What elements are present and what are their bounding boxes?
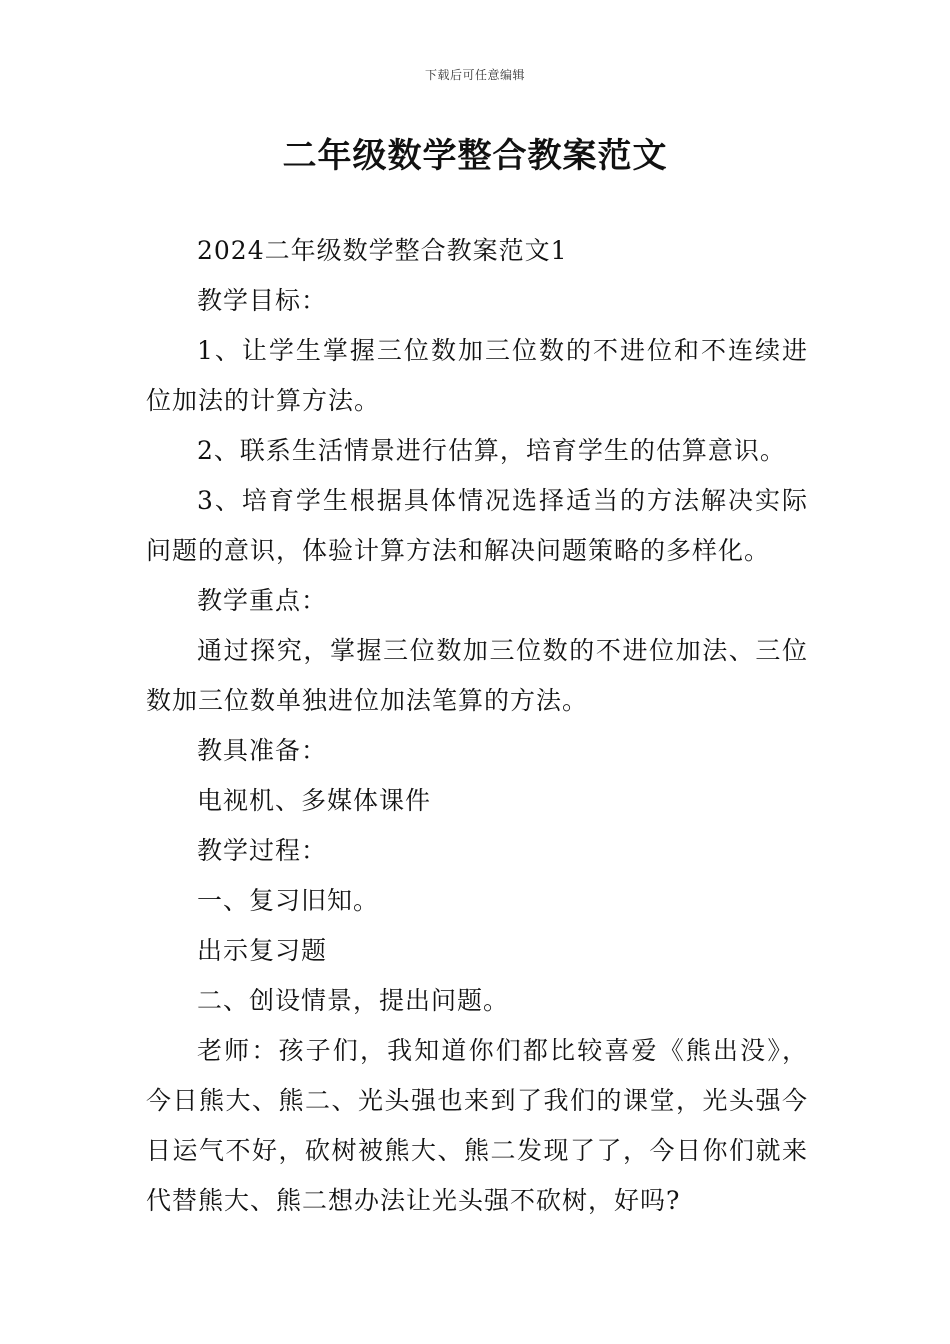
paragraph-heading-version: 2024二年级数学整合教案范文1 — [197, 236, 568, 265]
paragraph-goal-1: 1、让学生掌握三位数加三位数的不进位和不连续进位加法的计算方法。 — [146, 336, 808, 415]
document-body — [146, 226, 808, 1226]
paragraph-materials: 电视机、多媒体课件 — [197, 786, 432, 815]
paragraph-step-1: 一、复习旧知。 — [197, 886, 380, 915]
paragraph-goal-2: 2、联系生活情景进行估算，培育学生的估算意识。 — [197, 436, 786, 465]
paragraph-teaching-goals-label: 教学目标： — [197, 286, 328, 315]
paragraph-key-points-label: 教学重点： — [197, 586, 328, 615]
paragraph-teacher-dialogue: 老师：孩子们，我知道你们都比较喜爱《熊出没》，今日熊大、熊二、光头强也来到了我们的课堂，光头强今日运气不好，砍树被熊大、熊二发现了了，今日你们就来代替熊大、熊二想办法让光头强不砍树，好吗? — [146, 1036, 808, 1215]
header-note: 下载后可任意编辑 — [424, 68, 525, 82]
paragraph-goal-3: 3、培育学生根据具体情况选择适当的方法解决实际问题的意识，体验计算方法和解决问题策略的多样化。 — [146, 486, 808, 565]
paragraph-key-points: 通过探究，掌握三位数加三位数的不进位加法、三位数加三位数单独进位加法笔算的方法。 — [146, 636, 808, 715]
paragraph-step-1-detail: 出示复习题 — [197, 936, 328, 965]
document-title: 二年级数学整合教案范文 — [282, 136, 668, 176]
paragraph-step-2: 二、创设情景，提出问题。 — [197, 986, 510, 1015]
paragraph-materials-label: 教具准备： — [197, 736, 328, 765]
paragraph-process-label: 教学过程： — [197, 836, 328, 865]
